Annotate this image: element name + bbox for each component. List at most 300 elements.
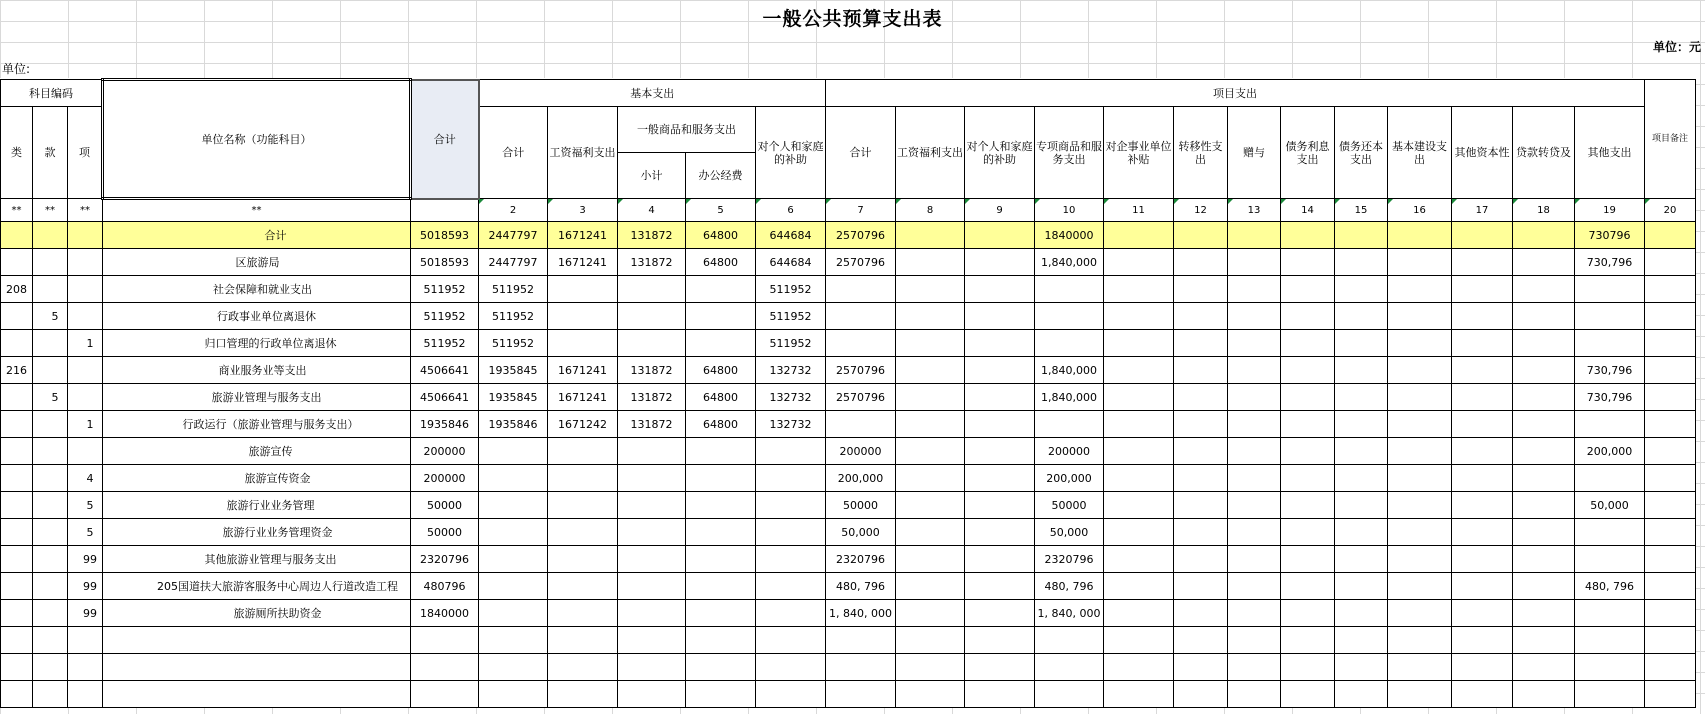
value-cell[interactable]: 5018593 [411,249,479,276]
header-project-other[interactable]: 其他支出 [1575,107,1645,199]
header-project-wages[interactable]: 工资福利支出 [896,107,965,199]
value-cell[interactable]: 2447797 [479,222,548,249]
empty-cell[interactable] [103,681,411,708]
empty-cell[interactable] [1513,654,1575,681]
value-cell[interactable] [1452,384,1513,411]
value-cell[interactable] [686,465,756,492]
value-cell[interactable]: 50,000 [826,519,896,546]
empty-cell[interactable] [1104,654,1174,681]
code-xiang-cell[interactable]: 99 [68,546,103,573]
value-cell[interactable] [1452,546,1513,573]
value-cell[interactable]: 1935846 [479,411,548,438]
value-cell[interactable] [1228,249,1281,276]
value-cell[interactable] [618,330,686,357]
value-cell[interactable] [1388,276,1452,303]
value-cell[interactable] [965,249,1035,276]
value-cell[interactable] [1513,465,1575,492]
value-cell[interactable] [686,276,756,303]
code-lei-cell[interactable] [1,330,33,357]
value-cell[interactable] [1281,600,1335,627]
value-cell[interactable] [1104,276,1174,303]
value-cell[interactable] [1452,357,1513,384]
code-xiang-cell[interactable]: 5 [68,492,103,519]
value-cell[interactable]: 50,000 [1575,492,1645,519]
header-project-gift[interactable]: 赠与 [1228,107,1281,199]
empty-cell[interactable] [479,627,548,654]
value-cell[interactable]: 511952 [479,276,548,303]
value-cell[interactable] [756,573,826,600]
value-cell[interactable] [1174,330,1228,357]
code-lei-cell[interactable] [1,492,33,519]
value-cell[interactable]: 1671241 [548,357,618,384]
value-cell[interactable] [1388,222,1452,249]
header-office[interactable]: 办公经费 [686,153,756,199]
code-kuan-cell[interactable] [33,573,68,600]
header-project-transfer[interactable]: 转移性支出 [1174,107,1228,199]
value-cell[interactable] [1281,519,1335,546]
value-cell[interactable] [1104,384,1174,411]
value-cell[interactable] [548,438,618,465]
unit-name-cell[interactable]: 行政事业单位离退休 [103,303,411,330]
value-cell[interactable] [896,276,965,303]
empty-cell[interactable] [68,654,103,681]
header-total[interactable]: 合计 [411,80,479,199]
empty-cell[interactable] [1035,627,1104,654]
code-lei-cell[interactable] [1,303,33,330]
value-cell[interactable] [1645,330,1696,357]
unit-name-cell[interactable]: 旅游厕所扶助资金 [103,600,411,627]
value-cell[interactable] [1228,573,1281,600]
value-cell[interactable] [1174,600,1228,627]
value-cell[interactable] [1388,249,1452,276]
index-cell[interactable] [1281,199,1335,222]
value-cell[interactable] [618,303,686,330]
index-cell[interactable] [896,199,965,222]
value-cell[interactable] [1513,222,1575,249]
value-cell[interactable] [1452,465,1513,492]
value-cell[interactable] [1035,276,1104,303]
index-cell[interactable] [1335,199,1388,222]
value-cell[interactable] [1388,330,1452,357]
value-cell[interactable] [479,519,548,546]
value-cell[interactable] [1104,222,1174,249]
code-kuan-cell[interactable] [33,222,68,249]
value-cell[interactable]: 1935845 [479,384,548,411]
value-cell[interactable]: 480796 [411,573,479,600]
value-cell[interactable]: 1935846 [411,411,479,438]
value-cell[interactable]: 2570796 [826,384,896,411]
value-cell[interactable] [1174,303,1228,330]
empty-cell[interactable] [756,654,826,681]
code-xiang-cell[interactable] [68,438,103,465]
value-cell[interactable]: 2570796 [826,222,896,249]
empty-cell[interactable] [1645,654,1696,681]
value-cell[interactable] [1575,303,1645,330]
empty-cell[interactable] [618,681,686,708]
value-cell[interactable] [1228,600,1281,627]
unit-name-cell[interactable]: 旅游业管理与服务支出 [103,384,411,411]
value-cell[interactable] [965,573,1035,600]
value-cell[interactable]: 1840000 [411,600,479,627]
value-cell[interactable] [965,465,1035,492]
value-cell[interactable] [756,546,826,573]
value-cell[interactable] [1174,222,1228,249]
value-cell[interactable] [896,573,965,600]
value-cell[interactable] [1575,600,1645,627]
index-cell[interactable] [618,199,686,222]
value-cell[interactable] [965,600,1035,627]
value-cell[interactable]: 730,796 [1575,384,1645,411]
value-cell[interactable]: 730,796 [1575,357,1645,384]
value-cell[interactable] [1513,573,1575,600]
value-cell[interactable] [1104,546,1174,573]
unit-name-cell[interactable]: 旅游宣传 [103,438,411,465]
value-cell[interactable] [896,222,965,249]
empty-cell[interactable] [33,627,68,654]
value-cell[interactable] [548,276,618,303]
value-cell[interactable] [1452,330,1513,357]
value-cell[interactable] [479,600,548,627]
value-cell[interactable] [1452,600,1513,627]
code-xiang-cell[interactable]: 4 [68,465,103,492]
code-lei-cell[interactable] [1,600,33,627]
empty-cell[interactable] [33,681,68,708]
header-project-personal[interactable]: 对个人和家庭的补助 [965,107,1035,199]
index-cell[interactable]: ** [103,199,411,222]
unit-name-cell[interactable]: 行政运行（旅游业管理与服务支出） [103,411,411,438]
value-cell[interactable] [1035,330,1104,357]
header-subtotal[interactable]: 小计 [618,153,686,199]
value-cell[interactable] [826,276,896,303]
value-cell[interactable]: 50000 [826,492,896,519]
value-cell[interactable]: 132732 [756,411,826,438]
value-cell[interactable] [1513,384,1575,411]
value-cell[interactable] [618,519,686,546]
value-cell[interactable] [548,330,618,357]
value-cell[interactable] [1281,384,1335,411]
code-lei-cell[interactable] [1,384,33,411]
value-cell[interactable] [1104,438,1174,465]
value-cell[interactable]: 730,796 [1575,249,1645,276]
value-cell[interactable]: 131872 [618,249,686,276]
index-cell[interactable] [1174,199,1228,222]
empty-cell[interactable] [965,681,1035,708]
value-cell[interactable] [1174,492,1228,519]
value-cell[interactable] [1281,330,1335,357]
index-cell[interactable]: ** [33,199,68,222]
value-cell[interactable] [1104,330,1174,357]
empty-cell[interactable] [548,627,618,654]
value-cell[interactable] [1575,411,1645,438]
value-cell[interactable] [965,357,1035,384]
index-cell[interactable] [1035,199,1104,222]
value-cell[interactable] [1174,465,1228,492]
code-xiang-cell[interactable] [68,222,103,249]
empty-cell[interactable] [1513,681,1575,708]
value-cell[interactable] [896,249,965,276]
empty-cell[interactable] [826,627,896,654]
code-xiang-cell[interactable]: 1 [68,330,103,357]
value-cell[interactable]: 200000 [1035,438,1104,465]
value-cell[interactable] [1104,465,1174,492]
value-cell[interactable] [1104,411,1174,438]
empty-cell[interactable] [1388,681,1452,708]
value-cell[interactable] [1228,438,1281,465]
index-cell[interactable] [686,199,756,222]
code-kuan-cell[interactable] [33,438,68,465]
value-cell[interactable] [1645,411,1696,438]
value-cell[interactable] [618,438,686,465]
value-cell[interactable]: 200000 [826,438,896,465]
value-cell[interactable] [548,573,618,600]
value-cell[interactable]: 1, 840, 000 [1035,600,1104,627]
code-kuan-cell[interactable] [33,357,68,384]
header-subject-code[interactable]: 科目编码 [1,80,103,107]
value-cell[interactable]: 1,840,000 [1035,249,1104,276]
value-cell[interactable] [1228,357,1281,384]
value-cell[interactable] [1452,411,1513,438]
code-xiang-cell[interactable] [68,384,103,411]
value-cell[interactable] [1035,303,1104,330]
empty-cell[interactable] [68,681,103,708]
value-cell[interactable] [618,465,686,492]
value-cell[interactable] [1281,222,1335,249]
header-basic-expenditure[interactable]: 基本支出 [479,80,826,107]
value-cell[interactable] [1104,573,1174,600]
empty-cell[interactable] [756,681,826,708]
value-cell[interactable] [1335,303,1388,330]
value-cell[interactable] [1174,546,1228,573]
value-cell[interactable] [756,519,826,546]
value-cell[interactable]: 132732 [756,384,826,411]
empty-cell[interactable] [1452,681,1513,708]
value-cell[interactable] [1281,438,1335,465]
code-xiang-cell[interactable]: 99 [68,573,103,600]
code-lei-cell[interactable]: 216 [1,357,33,384]
empty-cell[interactable] [411,654,479,681]
header-basic-total[interactable]: 合计 [479,107,548,199]
value-cell[interactable] [686,492,756,519]
value-cell[interactable] [686,573,756,600]
value-cell[interactable]: 1840000 [1035,222,1104,249]
value-cell[interactable]: 64800 [686,249,756,276]
empty-cell[interactable] [1281,681,1335,708]
value-cell[interactable]: 4506641 [411,384,479,411]
value-cell[interactable]: 131872 [618,222,686,249]
unit-name-cell[interactable]: 205国道扶大旅游客服务中心周边人行道改造工程 [103,573,411,600]
header-project-principal[interactable]: 债务还本支出 [1335,107,1388,199]
value-cell[interactable]: 2447797 [479,249,548,276]
value-cell[interactable] [1335,546,1388,573]
index-cell[interactable] [826,199,896,222]
value-cell[interactable] [1335,411,1388,438]
value-cell[interactable] [1335,438,1388,465]
empty-cell[interactable] [1104,681,1174,708]
value-cell[interactable] [1645,600,1696,627]
value-cell[interactable] [1335,519,1388,546]
value-cell[interactable]: 730796 [1575,222,1645,249]
value-cell[interactable] [1104,303,1174,330]
value-cell[interactable] [548,546,618,573]
value-cell[interactable]: 511952 [756,276,826,303]
value-cell[interactable] [965,546,1035,573]
index-cell[interactable] [548,199,618,222]
value-cell[interactable] [1228,384,1281,411]
value-cell[interactable] [686,330,756,357]
empty-cell[interactable] [1575,654,1645,681]
value-cell[interactable] [1388,573,1452,600]
empty-cell[interactable] [479,681,548,708]
empty-cell[interactable] [826,681,896,708]
value-cell[interactable]: 1,840,000 [1035,357,1104,384]
value-cell[interactable] [1645,546,1696,573]
value-cell[interactable] [548,492,618,519]
header-project-note[interactable]: 项目备注 [1645,80,1696,199]
value-cell[interactable] [1645,438,1696,465]
code-kuan-cell[interactable] [33,465,68,492]
value-cell[interactable] [1645,222,1696,249]
value-cell[interactable] [896,519,965,546]
value-cell[interactable]: 480, 796 [1575,573,1645,600]
value-cell[interactable] [1513,438,1575,465]
value-cell[interactable] [896,357,965,384]
header-project-construction[interactable]: 基本建设支出 [1388,107,1452,199]
code-lei-cell[interactable] [1,519,33,546]
value-cell[interactable]: 511952 [756,303,826,330]
value-cell[interactable]: 50000 [1035,492,1104,519]
value-cell[interactable] [1174,384,1228,411]
unit-name-cell[interactable]: 区旅游局 [103,249,411,276]
value-cell[interactable] [1335,249,1388,276]
value-cell[interactable]: 200000 [411,438,479,465]
value-cell[interactable]: 644684 [756,222,826,249]
code-lei-cell[interactable] [1,411,33,438]
value-cell[interactable] [1452,303,1513,330]
code-xiang-cell[interactable] [68,249,103,276]
unit-name-cell[interactable]: 归口管理的行政单位离退休 [103,330,411,357]
value-cell[interactable] [1452,492,1513,519]
value-cell[interactable] [1513,519,1575,546]
value-cell[interactable] [1335,276,1388,303]
index-cell[interactable]: ** [1,199,33,222]
empty-cell[interactable] [826,654,896,681]
index-cell[interactable] [411,199,479,222]
index-cell[interactable] [756,199,826,222]
empty-cell[interactable] [686,681,756,708]
value-cell[interactable]: 644684 [756,249,826,276]
unit-name-cell[interactable]: 合计 [103,222,411,249]
value-cell[interactable] [1513,600,1575,627]
value-cell[interactable] [1104,600,1174,627]
value-cell[interactable] [1174,573,1228,600]
value-cell[interactable]: 480, 796 [1035,573,1104,600]
value-cell[interactable] [896,465,965,492]
value-cell[interactable] [1281,303,1335,330]
header-basic-personal[interactable]: 对个人和家庭的补助 [756,107,826,199]
empty-cell[interactable] [1104,627,1174,654]
index-cell[interactable] [965,199,1035,222]
value-cell[interactable] [1335,384,1388,411]
value-cell[interactable] [479,492,548,519]
empty-cell[interactable] [618,654,686,681]
code-kuan-cell[interactable]: 5 [33,303,68,330]
value-cell[interactable] [1228,519,1281,546]
value-cell[interactable]: 50,000 [1035,519,1104,546]
value-cell[interactable] [1645,465,1696,492]
value-cell[interactable] [1104,249,1174,276]
value-cell[interactable]: 132732 [756,357,826,384]
value-cell[interactable]: 1671241 [548,384,618,411]
code-xiang-cell[interactable] [68,303,103,330]
value-cell[interactable] [965,492,1035,519]
value-cell[interactable] [896,546,965,573]
unit-name-cell[interactable]: 旅游行业业务管理资金 [103,519,411,546]
value-cell[interactable] [1174,519,1228,546]
empty-cell[interactable] [1,654,33,681]
code-xiang-cell[interactable]: 1 [68,411,103,438]
header-project-other-capital[interactable]: 其他资本性 [1452,107,1513,199]
index-cell[interactable] [479,199,548,222]
value-cell[interactable] [1513,276,1575,303]
empty-cell[interactable] [1335,654,1388,681]
empty-cell[interactable] [1281,627,1335,654]
unit-name-cell[interactable]: 旅游宣传资金 [103,465,411,492]
value-cell[interactable] [1575,519,1645,546]
code-lei-cell[interactable] [1,249,33,276]
code-lei-cell[interactable] [1,573,33,600]
value-cell[interactable] [1513,411,1575,438]
value-cell[interactable]: 200,000 [826,465,896,492]
empty-cell[interactable] [1452,627,1513,654]
value-cell[interactable] [1388,546,1452,573]
header-project-total[interactable]: 合计 [826,107,896,199]
header-project-expenditure[interactable]: 项目支出 [826,80,1645,107]
value-cell[interactable] [1228,303,1281,330]
header-xiang[interactable]: 项 [68,107,103,199]
value-cell[interactable]: 64800 [686,357,756,384]
value-cell[interactable] [1645,249,1696,276]
unit-name-cell[interactable]: 商业服务业等支出 [103,357,411,384]
value-cell[interactable] [479,546,548,573]
value-cell[interactable]: 1935845 [479,357,548,384]
empty-cell[interactable] [756,627,826,654]
value-cell[interactable] [548,303,618,330]
value-cell[interactable] [756,438,826,465]
code-xiang-cell[interactable]: 5 [68,519,103,546]
code-kuan-cell[interactable] [33,411,68,438]
value-cell[interactable] [1452,438,1513,465]
index-cell[interactable] [1575,199,1645,222]
value-cell[interactable] [1104,357,1174,384]
empty-cell[interactable] [1174,627,1228,654]
value-cell[interactable] [1174,438,1228,465]
value-cell[interactable] [1281,573,1335,600]
value-cell[interactable] [686,303,756,330]
value-cell[interactable] [965,438,1035,465]
value-cell[interactable] [826,303,896,330]
value-cell[interactable] [1228,546,1281,573]
value-cell[interactable]: 50000 [411,519,479,546]
empty-cell[interactable] [411,627,479,654]
value-cell[interactable]: 1, 840, 000 [826,600,896,627]
empty-cell[interactable] [1174,681,1228,708]
value-cell[interactable] [1645,303,1696,330]
empty-cell[interactable] [1174,654,1228,681]
empty-cell[interactable] [1035,654,1104,681]
code-xiang-cell[interactable]: 99 [68,600,103,627]
empty-cell[interactable] [1645,627,1696,654]
code-lei-cell[interactable] [1,438,33,465]
